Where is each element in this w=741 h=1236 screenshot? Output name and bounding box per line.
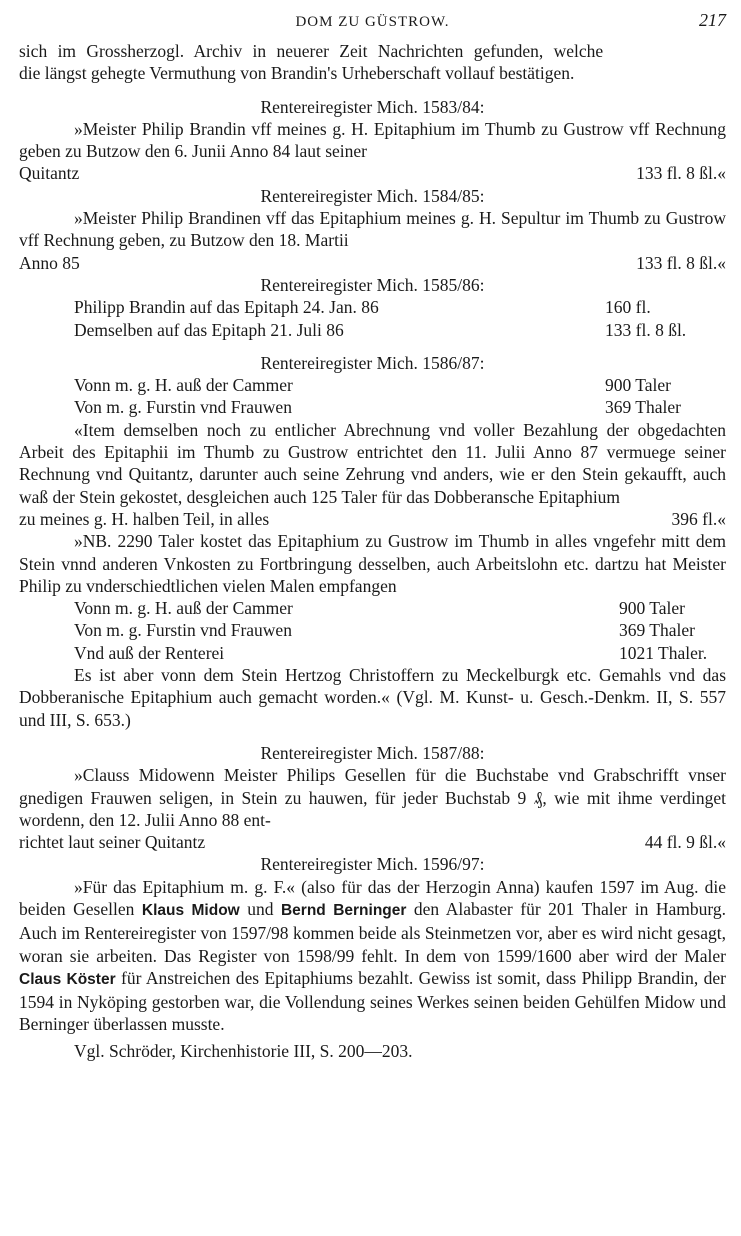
entry-1584-total: Anno 85 133 fl. 8 ßl.« xyxy=(19,252,726,273)
running-header xyxy=(19,0,726,40)
entry-1587-total: richtet laut seiner Quitantz 44 fl. 9 ßl.« xyxy=(19,832,726,853)
entry-1584-amount: 133 fl. 8 ßl.« xyxy=(636,252,726,273)
payment-row: Vonn m. g. H. auß der Cammer 900 Taler xyxy=(74,598,686,619)
closing-paragraph: »Für das Epitaphium m. g. F.« (also für das der Herzogin Anna) kaufen 1597 im Aug. die beiden Gesellen Klaus Midow und Bernd Berninger den Alabaster für 201 Thaler in Hamburg. Auch im Rentereiregister von 1597/98 kommen beide als Steinmetzen vor, aber es wird nicht gesagt, woran sie arbeiten. Das Register von 1598/99 fehlt. In dem von 1599/1600 aber wird der Maler Claus Köster für Anstreichen des Epitaphiums bezahlt. Gewiss ist somit, dass Philipp Brandin, der 1594 in Nyköping gestorben war, die Vollendung seines Werkes seinen beiden Gehülfen Midow und Berninger überlassen musste. xyxy=(19,876,727,1035)
final-settlement-amount: 396 fl.« xyxy=(671,508,726,529)
section-heading-1586: Rentereiregister Mich. 1586/87: xyxy=(260,352,485,373)
entry-1583-amount: 133 fl. 8 ßl.« xyxy=(636,163,726,184)
dobberan-note: Es ist aber vonn dem Stein Hertzog Christoffern zu Meckelburgk etc. Gemahls vnd das Dobberanische Epitaphium auch gemacht worden.« (Vgl. M. Kunst- u. Gesch.-Denkm. II, S. 557 und III, S. 653.) xyxy=(19,665,726,730)
entry-1587-amount: 44 fl. 9 ßl.« xyxy=(644,832,726,853)
entry-1583-text: »Meister Philip Brandin vff meines g. H. Epitaphium im Thumb zu Gustrow vff Rechnung geben zu Butzow den 6. Junii Anno 84 laut seiner xyxy=(19,118,726,162)
name-bernd-berninger: Bernd Berninger xyxy=(280,901,407,919)
payment-row: Vnd auß der Renterei 1021 Thaler. xyxy=(74,642,708,663)
intro-line-1: sich im Grossherzogl. Archiv in neuerer Zeit Nachrichten gefunden, welche xyxy=(19,41,604,61)
reference-line: Vgl. Schröder, Kirchenhistorie III, S. 200—203. xyxy=(74,1040,413,1061)
nb-cost-note: »NB. 2290 Taler kostet das Epitaphium zu Gustrow im Thumb in alles vngefehr mitt dem Stein vnnd anderen Vnkosten zu Fortbringung desselben, auch Arbeitslohn etc. dartzu hat Meister Philip zu vnderschiedtlichen vielen Malen empfangen xyxy=(19,531,726,596)
section-heading-1596: Rentereiregister Mich. 1596/97: xyxy=(260,854,485,875)
ledger-row: Vonn m. g. H. auß der Cammer 900 Taler xyxy=(74,375,672,396)
intro-line-2: die längst gehegte Vermuthung von Brandin's Urheberschaft vollauf bestätigen. xyxy=(19,63,575,84)
name-claus-koester: Claus Köster xyxy=(19,970,116,988)
name-klaus-midow: Klaus Midow xyxy=(141,901,240,919)
page-number: 217 xyxy=(699,10,726,30)
payment-row: Von m. g. Furstin vnd Frauwen 369 Thaler xyxy=(74,620,695,641)
ledger-row: Philipp Brandin auf das Epitaph 24. Jan. 86 160 fl. xyxy=(74,297,651,318)
section-heading-1584: Rentereiregister Mich. 1584/85: xyxy=(260,185,485,206)
document-page xyxy=(19,0,726,1062)
final-settlement-text: «Item demselben noch zu entlicher Abrechnung vnd voller Bezahlung der obgedachten Arbeit des Epitaphii im Thumb zu Gustrow entrichtet den 11. Julii Anno 87 vermuege seiner Rechnung vnd Quitantz, darunter auch seine Zehrung vnd anders, wie er den Stein gekaufft, auch waß der Stein gekostet, desgleichen auch 125 Taler für das Dobberansche Epitaphium xyxy=(19,419,726,507)
ledger-row: Demselben auf das Epitaph 21. Juli 86 133 fl. 8 ßl. xyxy=(74,319,687,340)
running-title: DOM ZU GÜSTROW. xyxy=(295,14,450,30)
section-heading-1587: Rentereiregister Mich. 1587/88: xyxy=(260,742,485,763)
entry-1583-total: Quitantz 133 fl. 8 ßl.« xyxy=(19,163,726,184)
entry-1584-text: »Meister Philip Brandinen vff das Epitaphium meines g. H. Sepultur im Thumb zu Gustrow vff Rechnung geben, zu Butzow den 18. Martii xyxy=(19,208,726,251)
section-heading-1585: Rentereiregister Mich. 1585/86: xyxy=(260,274,485,295)
final-settlement-total: zu meines g. H. halben Teil, in alles 396 fl.« xyxy=(19,508,726,529)
section-heading-1583: Rentereiregister Mich. 1583/84: xyxy=(260,96,485,117)
entry-1587-text: »Clauss Midowenn Meister Philips Gesellen für die Buchstabe vnd Grabschrifft vnser gnedigen Frauwen seligen, in Stein zu hauwen, für jeder Buchstab 9 ₰, wie mit ihme verdinget wordenn, den 12. Julii Anno 88 ent- xyxy=(19,765,726,830)
ledger-row: Von m. g. Furstin vnd Frauwen 369 Thaler xyxy=(74,397,681,418)
